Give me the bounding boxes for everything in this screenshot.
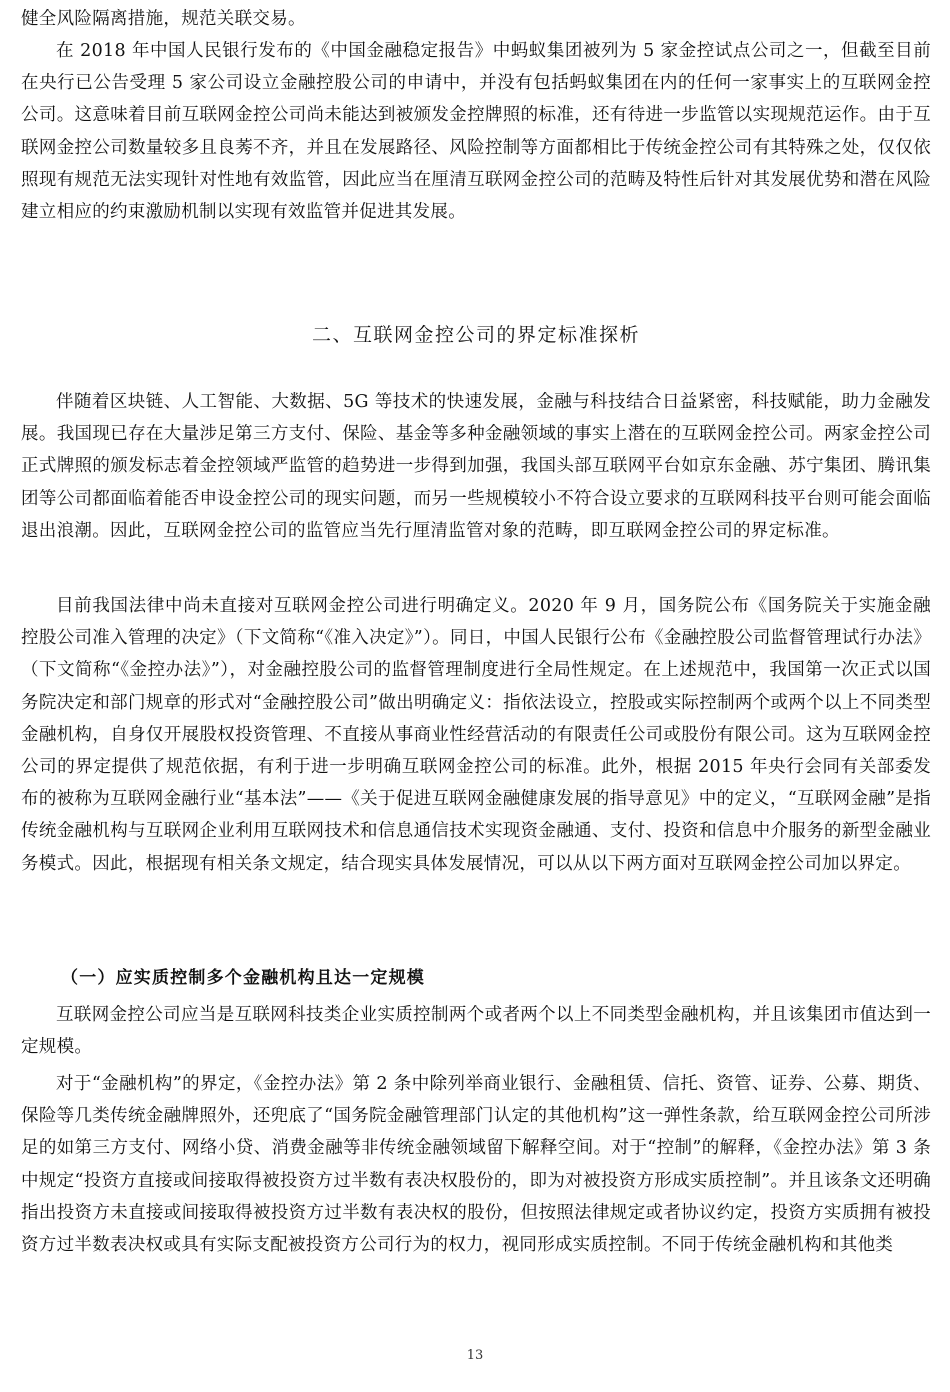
paragraph-development-background: 伴随着区块链、人工智能、大数据、5G 等技术的快速发展，金融与科技结合日益紧密，科技赋能，助力金融发展。我国现已存在大量涉足第三方支付、保险、基金等多种金融领域的事实上潜在的互联网金控公司。两家金控公司正式牌照的颁发标志着金控领域严监管的趋势进一步得到加强，我国头部互联网平台如京东金融、苏宁集团、腾讯集团等公司都面临着能否申设金控公司的现实问题，而另一些规模较小不符合设立要求的互联网科技平台则可能会面临退出浪潮。因此，互联网金控公司的监管应当先行厘清监管对象的范畴，即互联网金控公司的界定标准。 <box>21 392 931 541</box>
paragraph-control-scale: 互联网金控公司应当是互联网科技类企业实质控制两个或者两个以上不同类型金融机构，并且该集团市值达到一定规模。 <box>21 1005 931 1058</box>
paragraph-legal-definition: 目前我国法律中尚未直接对互联网金控公司进行明确定义。2020 年 9 月，国务院公布《国务院关于实施金融控股公司准入管理的决定》（下文简称“《准入决定》”）。同日，中国人民银行公布《金融控股公司监督管理试行办法》（下文简称“《金控办法》”），对金融控股公司的监督管理制度进行全局性规定。在上述规范中，我国第一次正式以国务院决定和部门规章的形式对“金融控股公司”做出明确定义：指依法设立，控股或实际控制两个或两个以上不同类型金融机构，自身仅开展股权投资管理、不直接从事商业性经营活动的有限责任公司或股份有限公司。这为互联网金控公司的界定提供了规范依据，有利于进一步明确互联网金控公司的标准。此外，根据 2015 年央行会同有关部委发布的被称为互联网金融行业“基本法”——《关于促进互联网金融健康发展的指导意见》中的定义，“互联网金融”是指传统金融机构与互联网企业利用互联网技术和信息通信技术实现资金融通、支付、投资和信息中介服务的新型金融业务模式。因此，根据现有相关条文规定，结合现实具体发展情况，可以从以下两方面对互联网金控公司加以界定。 <box>21 596 931 874</box>
page-number: 13 <box>466 1348 484 1363</box>
paragraph-financial-institution-definition: 对于“金融机构”的界定，《金控办法》第 2 条中除列举商业银行、金融租赁、信托、资管、证券、公募、期货、保险等几类传统金融牌照外，还兜底了“国务院金融管理部门认定的其他机构”这一弹性条款，给互联网金控公司所涉足的如第三方支付、网络小贷、消费金融等非传统金融领域留下解释空间。对于“控制”的解释，《金控办法》第 3 条中规定“投资方直接或间接取得被投资方过半数有表决权股份的，即为对被投资方形成实质控制”。并且该条文还明确指出投资方未直接或间接取得被投资方过半数有表决权的股份，但按照法律规定或者协议约定，投资方实质拥有被投资方过半数表决权或具有实际支配被投资方公司行为的权力，视同形成实质控制。不同于传统金融机构和其他类 <box>21 1074 931 1256</box>
section-heading: 二、互联网金控公司的界定标准探析 <box>311 324 640 346</box>
paragraph-continuation: 健全风险隔离措施，规范关联交易。 <box>21 9 306 29</box>
paragraph-fintech-supervision: 在 2018 年中国人民银行发布的《中国金融稳定报告》中蚂蚁集团被列为 5 家金控试点公司之一，但截至目前在央行已公告受理 5 家公司设立金融控股公司的申请中，并没有包括蚂蚁集团在内的任何一家事实上的互联网金控公司。这意味着目前互联网金控公司尚未能达到被颁发金控牌照的标准，还有待进一步监管以实现规范运作。由于互联网金控公司数量较多且良莠不齐，并且在发展路径、风险控制等方面都相比于传统金控公司有其特殊之处，仅仅依照现有规范无法实现针对性地有效监管，因此应当在厘清互联网金控公司的范畴及特性后针对其发展优势和潜在风险建立相应的约束激励机制以实现有效监管并促进其发展。 <box>21 41 931 223</box>
subsection-heading: （一）应实质控制多个金融机构且达一定规模 <box>61 968 425 988</box>
